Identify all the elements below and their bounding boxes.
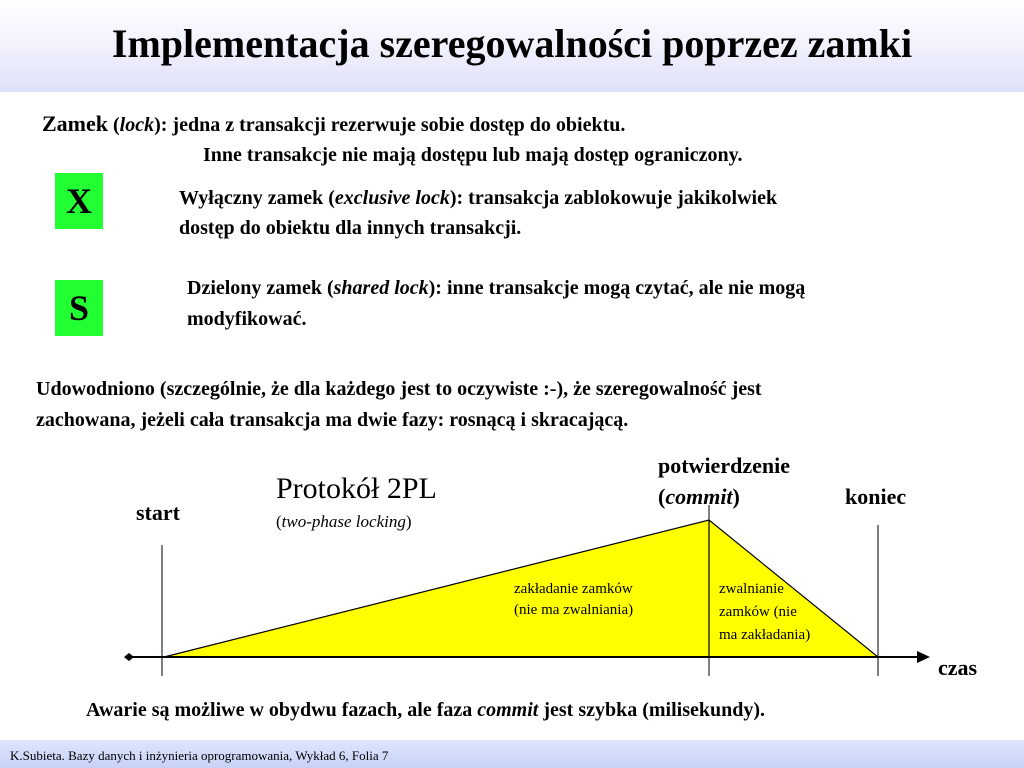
lock-open-paren: ( [108,114,120,136]
end-label: koniec [845,484,907,509]
growing-phase-line2: (nie ma zwalniania) [514,602,634,618]
protocol-sub-open: ( [276,512,282,531]
exclusive-lock-badge: X [55,173,103,229]
shared-lock-line2: modyfikować. [187,308,307,330]
start-label: start [136,500,180,525]
shared-post: ): inne transakcje mogą czytać, ale nie mogą [428,277,806,299]
commit-sublabel [658,484,740,510]
shared-pre: Dzielony zamek ( [187,277,334,299]
exclusive-italic: exclusive lock [334,187,450,209]
lock-definition-rest: ): jedna z transakcji rezerwuje sobie dostęp do obiektu. [154,114,626,136]
protocol-sub-close: ) [405,512,412,531]
lock-term: Zamek [42,111,108,136]
note-post: jest szybka (milisekundy). [538,699,766,721]
commit-label: potwierdzenie [658,453,790,478]
proof-line1: Udowodniono (szczególnie, że dla każdego jest to oczywiste :-), że szeregowalność jest [36,378,762,400]
note-pre: Awarie są możliwe w obydwu fazach, ale faza [86,699,478,721]
time-axis-left-diamond [124,653,134,661]
shared-lock-badge: S [55,280,103,336]
exclusive-lock-line2: dostęp do obiektu dla innych transakcji. [179,217,522,239]
proof-line2: zachowana, jeżeli cała transakcja ma dwie fazy: rosnącą i skracającą. [36,409,629,431]
shrinking-phase-line2: zamków (nie [719,604,797,620]
note-italic: commit [477,699,539,721]
failure-note [86,695,765,725]
slide-title: Implementacja szeregowalności poprzez zamki [111,21,913,66]
commit-open: ( [658,484,666,509]
footer-bar [0,740,1024,768]
footer-text: K.Subieta. Bazy danych i inżynieria oprogramowania, Wykład 6, Folia 7 [10,748,389,763]
shrinking-phase-line3: ma zakładania) [719,627,811,643]
shared-italic: shared lock [333,277,429,299]
protocol-title: Protokół 2PL [276,472,437,505]
exclusive-pre: Wyłączny zamek ( [179,187,335,209]
growing-phase-line1: zakładanie zamków [514,581,633,597]
lock-definition-line2: Inne transakcje nie mają dostępu lub mają dostęp ograniczony. [203,144,743,166]
time-label: czas [938,655,978,680]
exclusive-post: ): transakcja zablokowuje jakikolwiek [449,187,778,209]
protocol-subtitle [276,512,412,532]
time-axis-arrowhead [917,651,930,663]
protocol-sub-italic: two-phase locking [281,512,406,531]
commit-italic: commit [665,484,733,509]
shrinking-phase-line1: zwalnianie [719,581,784,597]
commit-close: ) [732,484,740,509]
lock-term-italic: lock [119,114,155,136]
